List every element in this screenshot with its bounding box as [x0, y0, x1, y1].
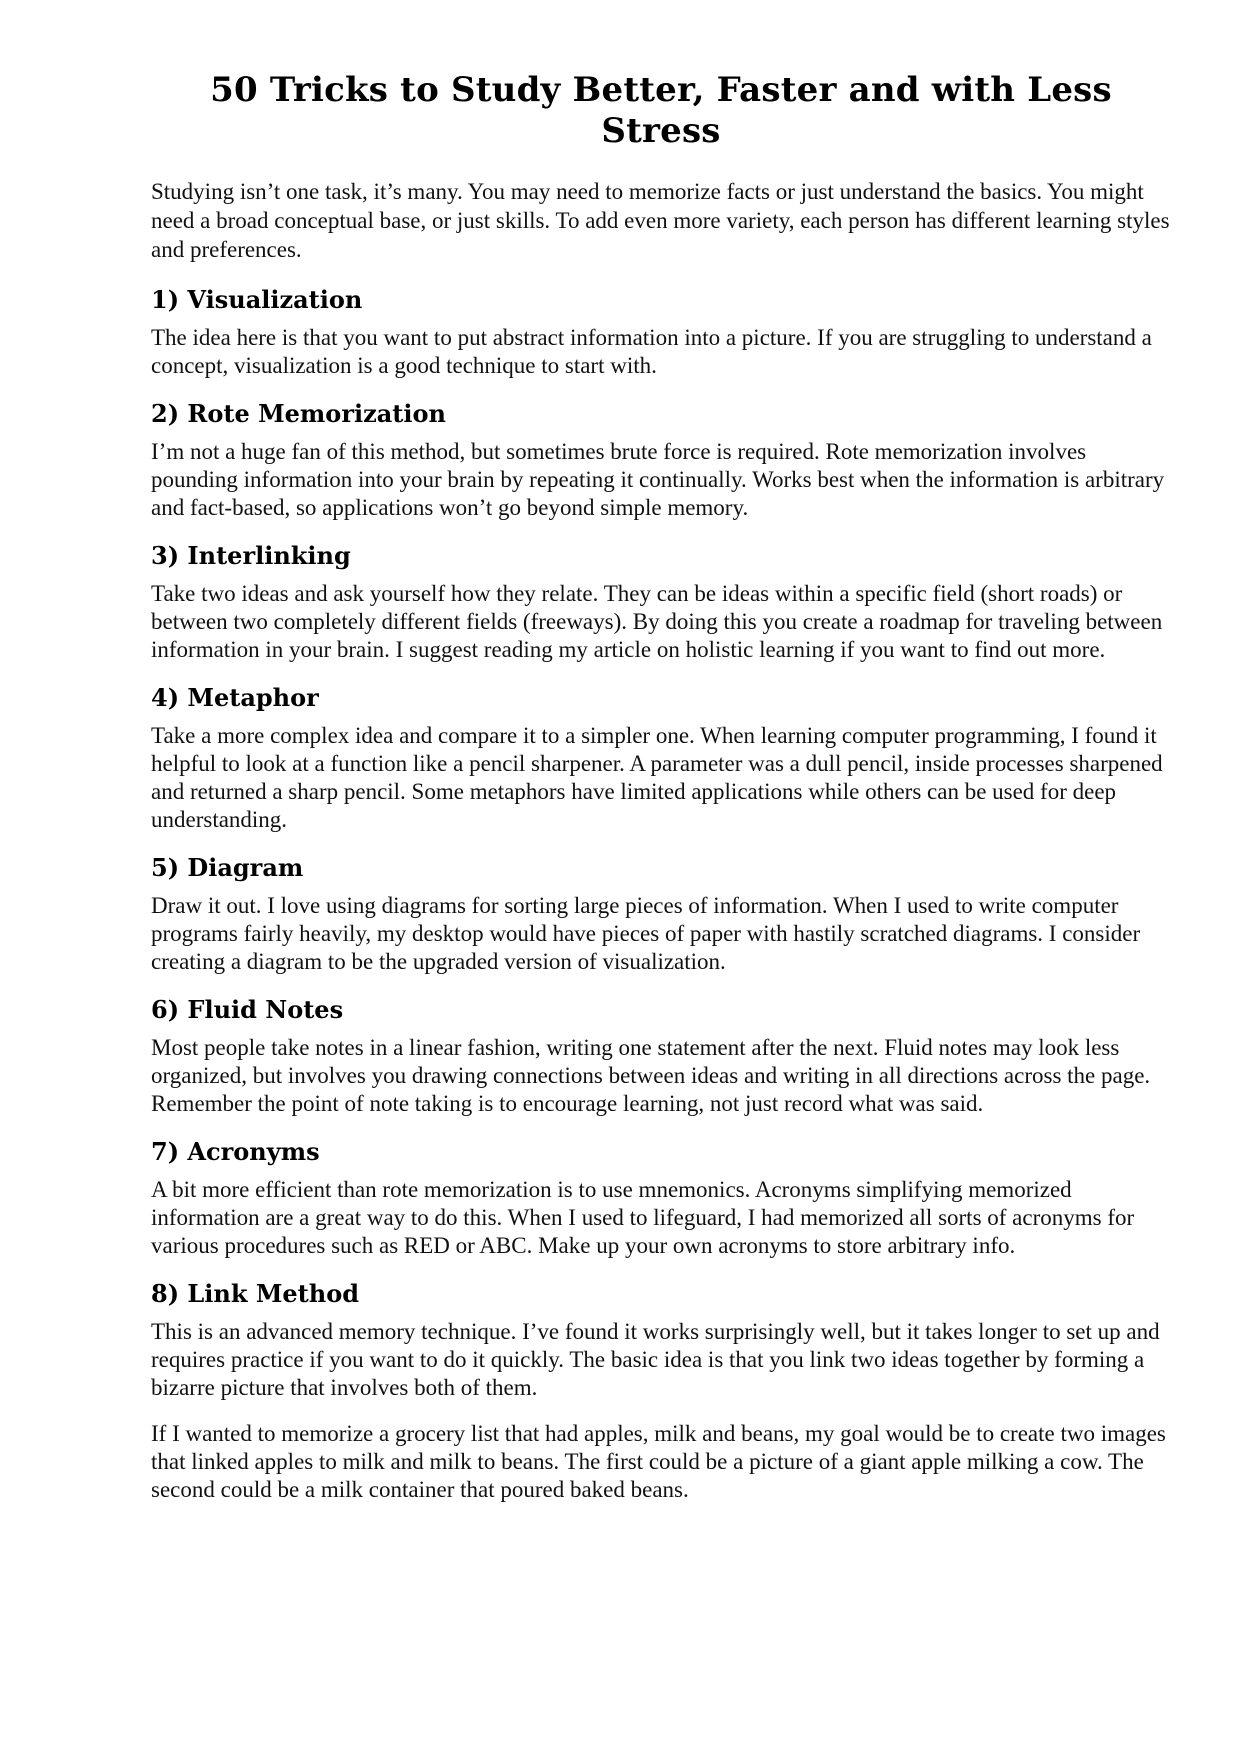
section-paragraph: The idea here is that you want to put abstract information into a picture. If you are struggling to understand a concept, visualization is a good technique to start with.	[151, 324, 1152, 378]
section-visualization	[151, 284, 1171, 380]
intro-paragraph: Studying isn’t one task, it’s many. You may need to memorize facts or just understand the basics. You might need a broad conceptual base, or just skills. To add even more variety, each person has different learning styles and preferences.	[151, 178, 1170, 262]
section-heading: 4) Metaphor	[151, 682, 319, 712]
section-fluid-notes	[151, 994, 1171, 1118]
section-link-method	[151, 1278, 1171, 1504]
section-heading: 6) Fluid Notes	[151, 994, 344, 1024]
section-acronyms	[151, 1136, 1171, 1260]
document-page	[151, 70, 1171, 1522]
section-diagram	[151, 852, 1171, 976]
section-paragraph: A bit more efficient than rote memorization is to use mnemonics. Acronyms simplifying memorized information are a great way to do this. When I used to lifeguard, I had memorized all sorts of acronyms for various procedures such as RED or ABC. Make up your own acronyms to store arbitrary info.	[151, 1176, 1135, 1258]
section-heading: 7) Acronyms	[151, 1136, 320, 1166]
section-heading: 3) Interlinking	[151, 540, 351, 570]
section-paragraph: Take a more complex idea and compare it to a simpler one. When learning computer programming, I found it helpful to look at a function like a pencil sharpener. A parameter was a dull pencil, inside processes sharpened and returned a sharp pencil. Some metaphors have limited applications while others can be used for deep understanding.	[151, 722, 1163, 832]
section-paragraph: If I wanted to memorize a grocery list that had apples, milk and beans, my goal would be to create two images that linked apples to milk and milk to beans. The first could be a picture of a giant apple milking a cow. The second could be a milk container that poured baked beans.	[151, 1420, 1166, 1502]
section-paragraph: This is an advanced memory technique. I’ve found it works surprisingly well, but it takes longer to set up and requires practice if you want to do it quickly. The basic idea is that you link two ideas together by forming a bizarre picture that involves both of them.	[151, 1318, 1160, 1400]
section-paragraph: Most people take notes in a linear fashion, writing one statement after the next. Fluid notes may look less organized, but involves you drawing connections between ideas and writing in all directions across the page. Remember the point of note taking is to encourage learning, not just record what was said.	[151, 1034, 1151, 1116]
section-heading: 8) Link Method	[151, 1278, 359, 1308]
section-paragraph: Draw it out. I love using diagrams for sorting large pieces of information. When I used to write computer programs fairly heavily, my desktop would have pieces of paper with hastily scratched diagrams. I consider creating a diagram to be the upgraded version of visualization.	[151, 892, 1141, 974]
section-paragraph: Take two ideas and ask yourself how they relate. They can be ideas within a specific field (short roads) or between two completely different fields (freeways). By doing this you create a roadmap for traveling between information in your brain. I suggest reading my article on holistic learning if you want to find out more.	[151, 580, 1163, 662]
section-rote-memorization	[151, 398, 1171, 522]
section-paragraph: I’m not a huge fan of this method, but sometimes brute force is required. Rote memorization involves pounding information into your brain by repeating it continually. Works best when the information is arbitrary and fact-based, so applications won’t go beyond simple memory.	[151, 438, 1165, 520]
document-title: 50 Tricks to Study Better, Faster and with Less Stress	[210, 70, 1112, 151]
section-interlinking	[151, 540, 1171, 664]
section-heading: 2) Rote Memorization	[151, 398, 446, 428]
section-heading: 5) Diagram	[151, 852, 304, 882]
section-metaphor	[151, 682, 1171, 834]
section-heading: 1) Visualization	[151, 284, 363, 314]
